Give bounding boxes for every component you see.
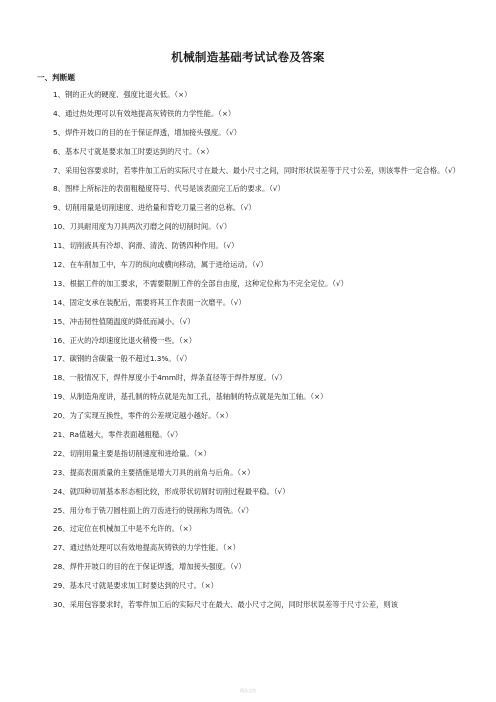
document-title: 机械制造基础考试试卷及答案: [171, 50, 325, 64]
list-item: 10、刀具耐用度为刀具两次刃磨之间的切削时间。（√）: [53, 222, 232, 232]
list-item: 17、碳钢的含碳量一般不超过1.3%。（√）: [53, 354, 192, 364]
list-item: 13、根据工件的加工要求，不需要限制工件的全部自由度，这种定位称为不完全定位。（√）: [53, 278, 348, 288]
list-item: 7、采用包容要求时，若零件加工后的实际尺寸在最大、最小尺寸之间，同时形状误差等于尺寸公差，则该零件一定合格。（√）: [53, 165, 460, 175]
footer-watermark: 精品文档: [240, 688, 256, 693]
list-item: 26、过定位在机械加工中是不允许的。（×）: [53, 524, 197, 534]
list-item: 9、切削用量是切削速度、进给量和背吃刀量三者的总称。（√）: [53, 203, 256, 213]
list-item: 15、冲击韧性值随温度的降低而减小。（√）: [53, 316, 195, 326]
list-item: 1、钢的正火的硬度、强度比退火低。（×）: [53, 90, 192, 99]
list-item: 11、切削液具有冷却、润滑、清洗、防锈四种作用。（√）: [53, 241, 239, 251]
list-item: 19、从制造角度讲，基孔制的特点就是先加工孔，基轴制的特点就是先加工轴。（×）: [53, 392, 328, 402]
list-item: 29、基本尺寸就是要求加工时要达到的尺寸。（×）: [53, 581, 218, 591]
list-item: 30、采用包容要求时，若零件加工后的实际尺寸在最大、最小尺寸之间，同时形状误差等于尺寸公差，则该: [53, 600, 398, 610]
list-item: 21、Ra值越大，零件表面越粗糙。（√）: [53, 430, 183, 440]
list-item: 25、用分布于铣刀圆柱面上的刀齿进行的铣削称为周铣。（√）: [53, 505, 254, 515]
list-item: 20、为了实现互换性，零件的公差规定越小越好。（×）: [53, 411, 233, 421]
list-item: 16、正火的冷却速度比退火稍慢一些。（×）: [53, 335, 197, 345]
list-item: 5、焊件开坡口的目的在于保证焊透，增加接头强度。（√）: [53, 127, 242, 137]
list-item: 14、固定支承在装配后，需要将其工作表面一次磨平。（√）: [53, 297, 246, 307]
list-item: 28、焊件开坡口的目的在于保证焊透，增加接头强度。（√）: [53, 562, 246, 572]
list-item: 8、图样上所标注的表面粗糙度符号、代号是该表面完工后的要求。（√）: [53, 184, 285, 194]
list-item: 6、基本尺寸就是要求加工时要达到的尺寸。（×）: [53, 146, 214, 156]
list-item: 4、通过热处理可以有效地提高灰铸铁的力学性能。（×）: [53, 108, 236, 118]
question-list: [0, 89, 496, 618]
list-item: 23、提高表面质量的主要措施是增大刀具的前角与后角。（×）: [53, 467, 255, 477]
list-item: 22、切削用量主要是指切削速度和进给量。（×）: [53, 448, 211, 458]
list-item: 18、一般情况下，焊件厚度小于4mm时，焊条直径等于焊件厚度。（√）: [53, 373, 287, 383]
list-item: 27、通过热处理可以有效地提高灰铸铁的力学性能。（×）: [53, 543, 240, 553]
section-heading: 一、判断题: [37, 73, 75, 82]
list-item: 12、在车削加工中，车刀的纵向或横向移动，属于进给运动。（√）: [53, 260, 268, 270]
list-item: 24、就四种切屑基本形态相比较，形成带状切屑时切削过程最平稳。（√）: [53, 486, 290, 496]
